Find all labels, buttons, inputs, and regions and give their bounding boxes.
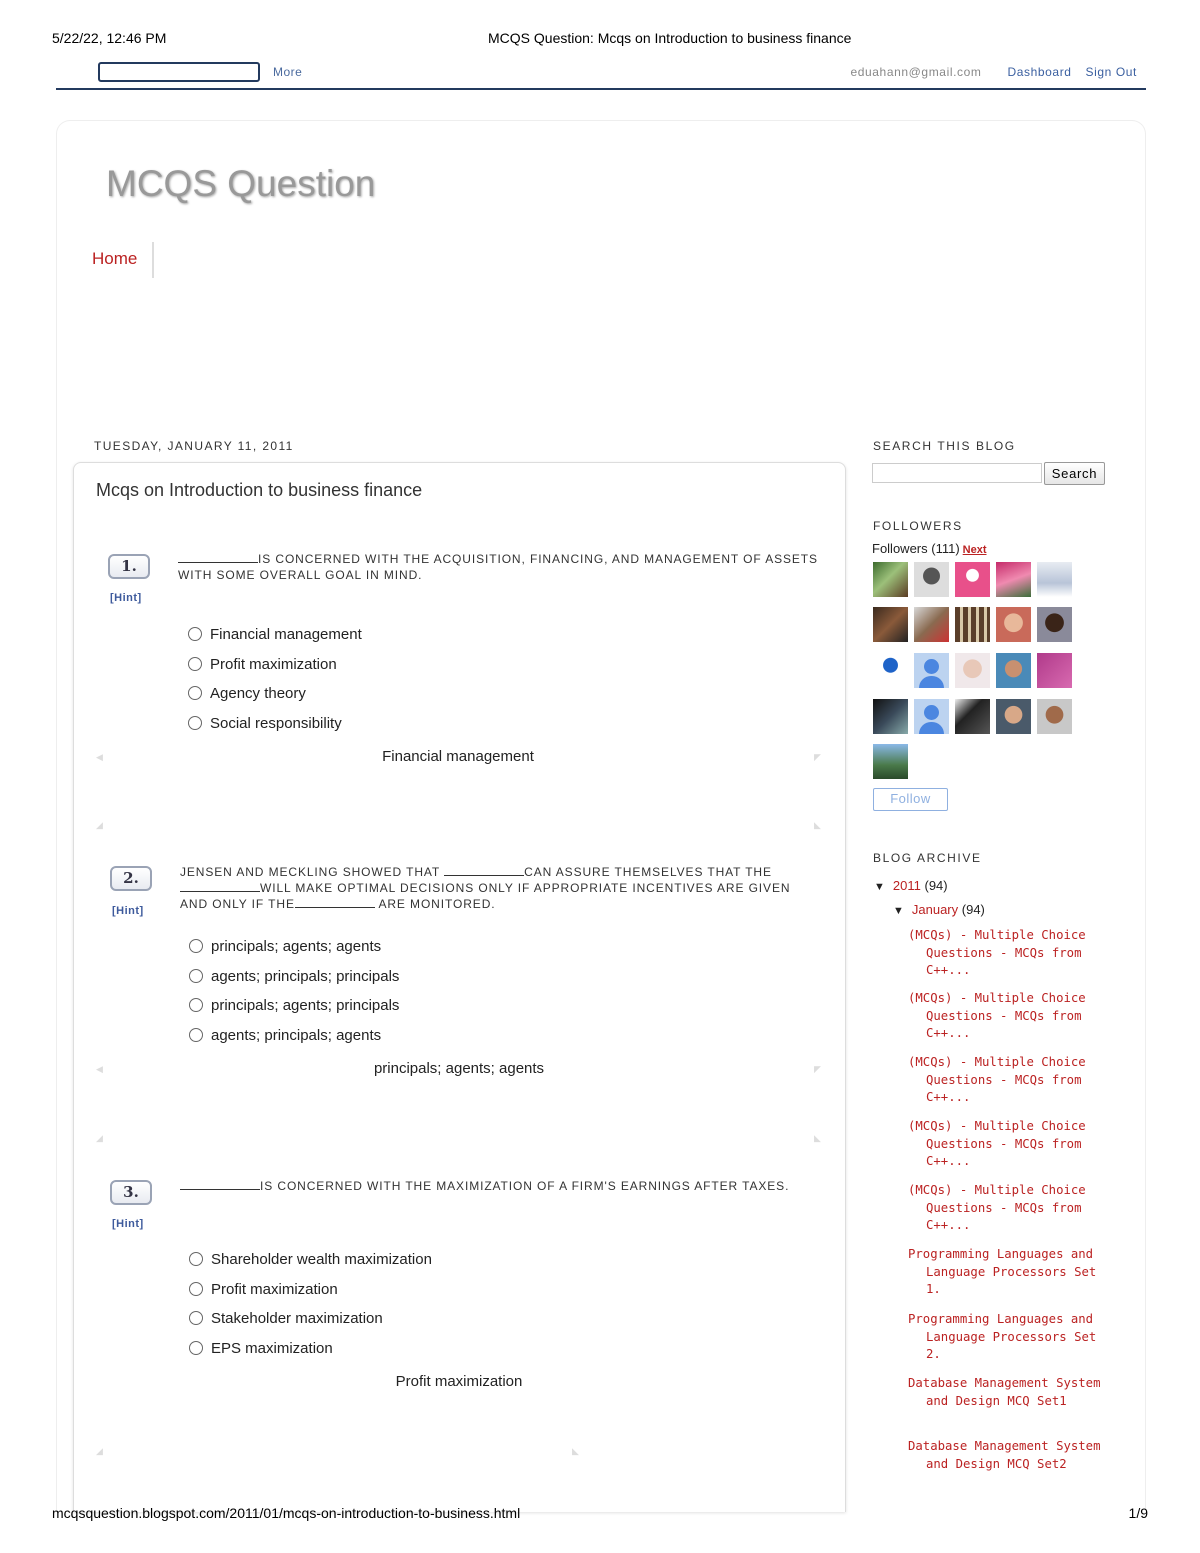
default-avatar-icon[interactable]	[914, 699, 949, 734]
print-footer	[52, 1505, 1148, 1523]
corner-marker: ◢	[96, 1446, 103, 1456]
corner-marker: ◢	[96, 820, 103, 830]
corner-marker: ◀	[96, 1064, 103, 1074]
follower-avatar[interactable]	[996, 607, 1031, 642]
option-label: principals; agents; principals	[211, 997, 400, 1014]
radio-button[interactable]	[189, 998, 203, 1012]
option-label: Stakeholder maximization	[211, 1310, 383, 1327]
answer-blank	[444, 866, 524, 876]
follower-avatar[interactable]	[914, 607, 949, 642]
follower-avatar[interactable]	[955, 607, 990, 642]
option-radio[interactable]	[189, 1026, 381, 1046]
follower-avatar[interactable]	[914, 562, 949, 597]
option-radio[interactable]	[189, 996, 399, 1016]
follower-avatar[interactable]	[873, 562, 908, 597]
radio-button[interactable]	[189, 1282, 203, 1296]
blog-archive-heading: BLOG ARCHIVE	[873, 851, 982, 865]
option-radio[interactable]	[189, 1280, 338, 1300]
answer-blank	[178, 553, 258, 563]
follower-avatar[interactable]	[873, 744, 908, 779]
radio-button[interactable]	[189, 1252, 203, 1266]
answer-text: Financial management	[382, 748, 534, 765]
more-link[interactable]: More	[273, 65, 303, 79]
follower-avatar[interactable]	[996, 699, 1031, 734]
print-title: MCQS Question: Mcqs on Introduction to business finance	[488, 30, 852, 46]
follower-avatar[interactable]	[1037, 562, 1072, 597]
radio-button[interactable]	[188, 627, 202, 641]
corner-marker: ◤	[814, 1064, 821, 1074]
option-radio[interactable]	[189, 1250, 432, 1270]
option-label: Agency theory	[210, 685, 306, 702]
option-radio[interactable]	[188, 684, 306, 704]
option-label: EPS maximization	[211, 1340, 333, 1357]
option-radio[interactable]	[188, 714, 342, 734]
followers-count: Followers (111) Next	[872, 541, 987, 556]
corner-marker: ◢	[96, 1133, 103, 1143]
follower-avatar[interactable]	[955, 562, 990, 597]
navbar-user-links	[850, 65, 1137, 79]
option-label: Shareholder wealth maximization	[211, 1251, 432, 1268]
archive-post-link[interactable]: (MCQs) - Multiple Choice Questions - MCQs from C++...	[908, 991, 1086, 1040]
corner-marker: ◀	[96, 752, 103, 762]
archive-post-link[interactable]: Programming Languages and Language Processors Set 1.	[908, 1247, 1097, 1296]
option-radio[interactable]	[188, 655, 337, 675]
post-title[interactable]: Mcqs on Introduction to business finance	[96, 480, 423, 500]
followers-next-link[interactable]: Next	[962, 544, 987, 556]
option-radio[interactable]	[189, 967, 399, 987]
archive-post-link[interactable]: Database Management System and Design MCQ Set2	[908, 1439, 1101, 1471]
corner-marker: ◣	[814, 820, 821, 830]
option-label: Profit maximization	[210, 656, 337, 673]
radio-button[interactable]	[189, 939, 203, 953]
follow-button[interactable]: Follow	[873, 788, 948, 811]
radio-button[interactable]	[188, 657, 202, 671]
follower-avatar[interactable]	[873, 653, 908, 688]
option-radio[interactable]	[189, 937, 381, 957]
radio-button[interactable]	[188, 686, 202, 700]
archive-post-link[interactable]: (MCQs) - Multiple Choice Questions - MCQs from C++...	[908, 1119, 1086, 1168]
followers-heading: FOLLOWERS	[873, 519, 963, 533]
radio-button[interactable]	[189, 969, 203, 983]
follower-avatar[interactable]	[1037, 607, 1072, 642]
print-url: mcqsquestion.blogspot.com/2011/01/mcqs-on-introduction-to-business.html	[52, 1505, 521, 1521]
archive-year-item[interactable]: ▼ 2011 (94)	[874, 878, 948, 893]
search-button[interactable]: Search	[1044, 462, 1105, 485]
option-label: Financial management	[210, 626, 362, 643]
follower-avatar[interactable]	[955, 653, 990, 688]
answer-text: principals; agents; agents	[373, 1060, 545, 1077]
print-header	[52, 30, 1148, 48]
follower-avatar[interactable]	[873, 699, 908, 734]
triangle-down-icon[interactable]: ▼	[893, 905, 904, 917]
answer-blank	[295, 898, 375, 908]
question-number-badge: 1.	[108, 554, 150, 579]
search-widget-heading: SEARCH THIS BLOG	[873, 439, 1016, 453]
answer-blank	[180, 1180, 260, 1190]
question-number-badge: 2.	[110, 866, 152, 891]
post-date: TUESDAY, JANUARY 11, 2011	[94, 439, 294, 453]
follower-avatar[interactable]	[1037, 653, 1072, 688]
radio-button[interactable]	[189, 1311, 203, 1325]
option-label: Social responsibility	[210, 715, 342, 732]
question-text: JENSEN AND MECKLING SHOWED THAT CAN ASSURE THEMSELVES THAT THE WILL MAKE OPTIMAL DECISIONS ONLY IF APPROPRIATE INCENTIVES ARE GIVEN AND ONLY IF THE ARE MONITORED.	[180, 865, 791, 911]
sign-out-link[interactable]: Sign Out	[1085, 65, 1137, 79]
archive-post-link[interactable]: (MCQs) - Multiple Choice Questions - MCQs from C++...	[908, 928, 1086, 977]
archive-post-link[interactable]: (MCQs) - Multiple Choice Questions - MCQs from C++...	[908, 1183, 1086, 1232]
option-label: Profit maximization	[211, 1281, 338, 1298]
radio-button[interactable]	[188, 716, 202, 730]
hint-link[interactable]: [Hint]	[112, 905, 144, 917]
archive-post-link[interactable]: (MCQs) - Multiple Choice Questions - MCQs from C++...	[908, 1055, 1086, 1104]
question-text: IS CONCERNED WITH THE ACQUISITION, FINANCING, AND MANAGEMENT OF ASSETS WITH SOME OVERALL GOAL IN MIND.	[178, 552, 818, 582]
answer-blank	[180, 882, 260, 892]
option-radio[interactable]	[189, 1309, 383, 1329]
archive-post-link[interactable]: Database Management System and Design MCQ Set1	[908, 1376, 1101, 1408]
follower-avatar[interactable]	[996, 653, 1031, 688]
print-date: 5/22/22, 12:46 PM	[52, 30, 167, 46]
blogger-navbar	[56, 58, 1146, 90]
print-page-number: 1/9	[1128, 1505, 1148, 1521]
dashboard-link[interactable]: Dashboard	[1007, 65, 1072, 79]
corner-marker: ◤	[814, 752, 821, 762]
archive-month-item[interactable]: ▼ January (94)	[893, 902, 985, 917]
tab-divider	[152, 242, 154, 278]
blog-title[interactable]: MCQS Question	[106, 163, 376, 204]
answer-text: Profit maximization	[395, 1373, 523, 1390]
tab-home[interactable]: Home	[92, 249, 138, 268]
option-radio[interactable]	[189, 1339, 333, 1359]
hint-link[interactable]: [Hint]	[110, 592, 142, 604]
option-radio[interactable]	[188, 625, 362, 645]
option-label: agents; principals; principals	[211, 968, 400, 985]
radio-button[interactable]	[189, 1341, 203, 1355]
radio-button[interactable]	[189, 1028, 203, 1042]
hint-link[interactable]: [Hint]	[112, 1218, 144, 1230]
follower-avatar[interactable]	[1037, 699, 1072, 734]
question-text: IS CONCERNED WITH THE MAXIMIZATION OF A FIRM'S EARNINGS AFTER TAXES.	[180, 1178, 820, 1194]
archive-month-link[interactable]: January	[911, 902, 959, 917]
follower-avatar[interactable]	[996, 562, 1031, 597]
corner-marker: ◣	[572, 1446, 579, 1456]
option-label: agents; principals; agents	[211, 1027, 382, 1044]
option-label: principals; agents; agents	[211, 938, 382, 955]
user-email: eduahann@gmail.com	[850, 65, 982, 79]
follower-avatar[interactable]	[873, 607, 908, 642]
navbar-search-input[interactable]	[98, 62, 260, 82]
question-number-badge: 3.	[110, 1180, 152, 1205]
blog-search-input[interactable]	[872, 463, 1042, 483]
default-avatar-icon[interactable]	[914, 653, 949, 688]
archive-year-link[interactable]: 2011	[892, 878, 921, 893]
triangle-down-icon[interactable]: ▼	[874, 881, 885, 893]
corner-marker: ◣	[814, 1133, 821, 1143]
follower-avatar[interactable]	[955, 699, 990, 734]
archive-post-link[interactable]: Programming Languages and Language Processors Set 2.	[908, 1312, 1097, 1361]
